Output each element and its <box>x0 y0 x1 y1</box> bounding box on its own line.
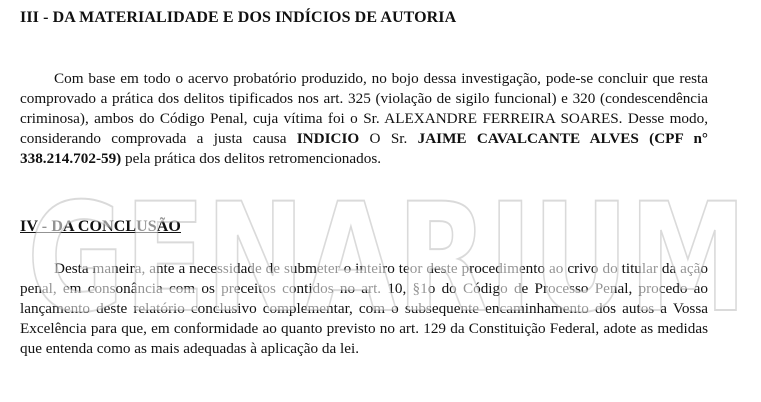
paragraph-text: O Sr. <box>359 130 418 147</box>
paragraph-bold-text: INDICIO <box>296 130 360 147</box>
paragraph-materialidade <box>20 69 708 169</box>
paragraph-bold-text: JAIME CAVALCANTE ALVES (CPF n° 338.214.702-59) <box>20 130 708 167</box>
paragraph-text: Com base em todo o acervo probatório produzido, no bojo dessa investigação, pode-se concluir que resta comprovado a prática dos delitos tipificados nos art. 325 (violação de sigilo funcional) e 320 (condescendência criminosa), ambos do Código Penal, cuja vítima foi o Sr. ALEXANDRE FERREIRA SOARES. Desse modo, considerando comprovada a justa causa <box>20 70 708 147</box>
paragraph-conclusao: Desta maneira, ante a necessidade de submeter o inteiro teor deste procedimento ao crivo do titular da ação penal, em consonância com os preceitos contidos no art. 10, §1o do Código de Processo Penal, procedo ao lançamento deste relatório conclusivo complementar, com o subsequente encaminhamento dos autos a Vossa Excelência para que, em conformidade ao quanto previsto no art. 129 da Constituição Federal, adote as medidas que entenda como as mais adequadas à aplicação da lei. <box>20 260 708 357</box>
section-title-materialidade: III - DA MATERIALIDADE E DOS INDÍCIOS DE AUTORIA <box>20 9 457 26</box>
watermark-text: GENARIUM <box>27 172 747 340</box>
paragraph-text: pela prática dos delitos retromencionados. <box>121 150 382 167</box>
section-title-conclusao: IV - DA CONCLUSÃO <box>20 218 181 235</box>
